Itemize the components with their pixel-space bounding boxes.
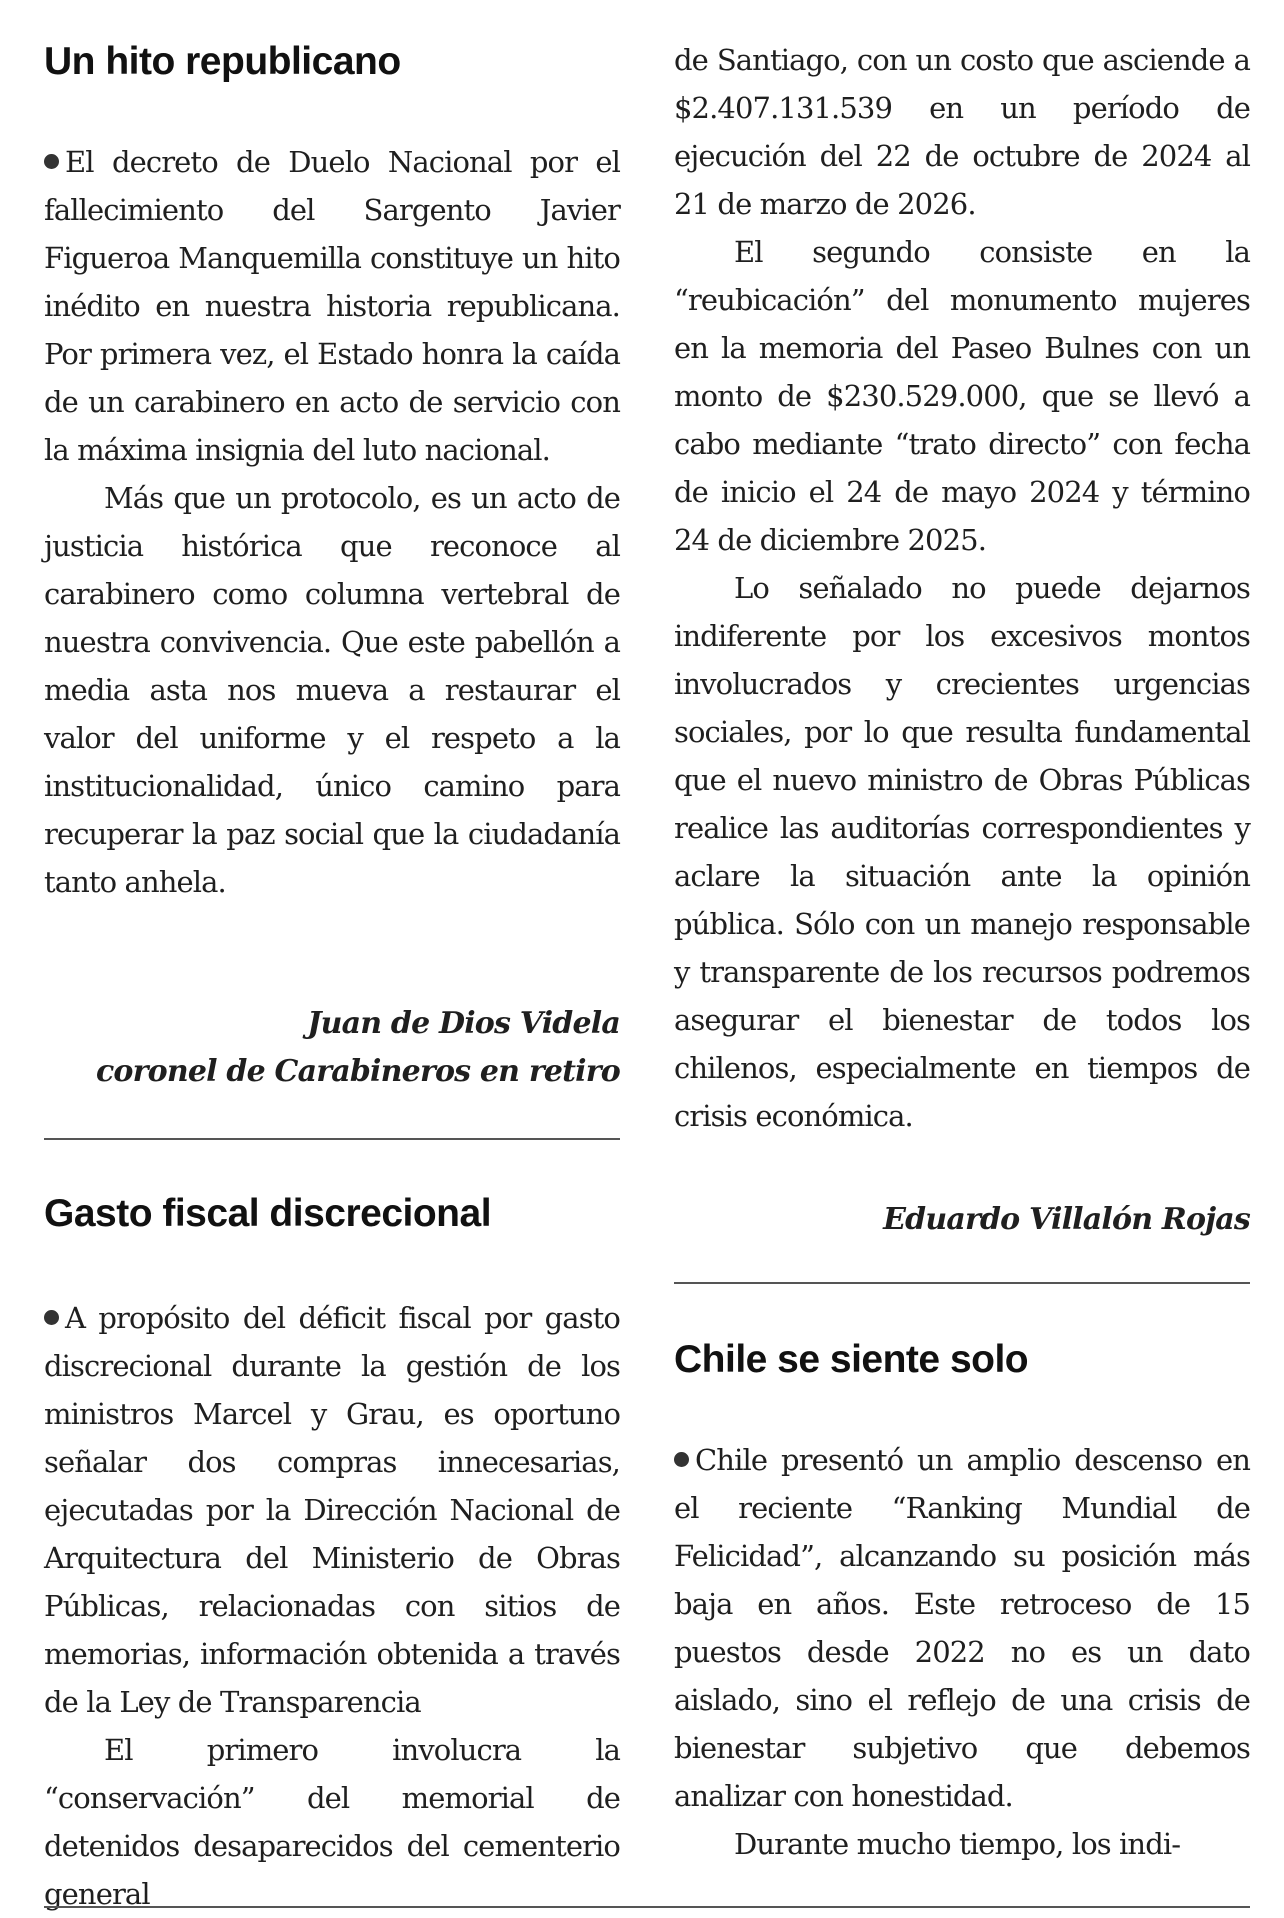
letter-paragraph: Durante mucho tiempo, los indi- — [734, 1827, 1181, 1861]
letter-paragraph: de Santiago, con un costo que asciende a $2.407.131.539 en un período de ejecución del 22 de octubre de 2024 al 21 de marzo de 2026. — [674, 43, 1250, 221]
divider — [44, 1138, 620, 1140]
bullet-icon — [44, 1310, 59, 1325]
bottom-divider — [44, 1906, 1250, 1908]
letter-chile — [674, 1336, 1250, 1384]
letter-hito-signature — [44, 1000, 620, 1096]
letter-title: Chile se siente solo — [674, 1338, 1029, 1381]
letter-paragraph: El segundo consiste en la “reubicación” del monumento mujeres en la memoria del Paseo Bulnes con un monto de $230.529.000, que se llevó a cabo mediante “trato directo” con fecha de inicio el 24 de mayo 2024 y término 24 de diciembre 2025. — [674, 235, 1250, 557]
letter-paragraph: El decreto de Duelo Nacional por el fallecimiento del Sargento Javier Figueroa Manquemilla constituye un hito inédito en nuestra historia republicana. Por primera vez, el Estado honra la caída de un carabinero en acto de servicio con la máxima insignia del luto nacional. — [44, 145, 620, 467]
author-role: coronel de Carabineros en retiro — [95, 1054, 620, 1089]
letter-paragraph: Más que un protocolo, es un acto de justicia histórica que reconoce al carabinero como columna vertebral de nuestra convivencia. Que este pabellón a media asta nos mueva a restaurar el valor del uniforme y el respeto a la institucionalidad, único camino para recuperar la paz social que la ciudadanía tanto anhela. — [44, 481, 620, 899]
letter-paragraph: Chile presentó un amplio descenso en el reciente “Ranking Mundial de Felicidad”, alcanzando su posición más baja en años. Este retroceso de 15 puestos desde 2022 no es un dato aislado, sino el reflejo de una crisis de bienestar subjetivo que debemos analizar con honestidad. — [674, 1443, 1250, 1813]
letter-chile-body — [674, 1436, 1250, 1868]
letter-gasto-continued — [674, 36, 1250, 1140]
letter-gasto-body — [44, 1294, 620, 1918]
letter-title: Un hito republicano — [44, 40, 401, 83]
letter-gasto-signature — [674, 1196, 1250, 1244]
author-name: Juan de Dios Videla — [307, 1006, 620, 1041]
author-name: Eduardo Villalón Rojas — [883, 1202, 1250, 1237]
bullet-icon — [44, 154, 59, 169]
letter-gasto — [44, 1190, 620, 1238]
divider — [674, 1282, 1250, 1284]
letter-paragraph: El primero involucra la “conservación” del memorial de detenidos desaparecidos del cementerio general — [44, 1733, 620, 1911]
letter-hito-body — [44, 138, 620, 906]
letter-paragraph: Lo señalado no puede dejarnos indiferente por los excesivos montos involucrados y crecientes urgencias sociales, por lo que resulta fundamental que el nuevo ministro de Obras Públicas realice las auditorías correspondientes y aclare la situación ante la opinión pública. Sólo con un manejo responsable y transparente de los recursos podremos asegurar el bienestar de todos los chilenos, especialmente en tiempos de crisis económica. — [674, 571, 1250, 1133]
letter-paragraph: A propósito del déficit fiscal por gasto discrecional durante la gestión de los ministros Marcel y Grau, es oportuno señalar dos compras innecesarias, ejecutadas por la Dirección Nacional de Arquitectura del Ministerio de Obras Públicas, relacionadas con sitios de memorias, información obtenida a través de la Ley de Transparencia — [44, 1301, 620, 1719]
letter-title: Gasto fiscal discrecional — [44, 1192, 492, 1235]
letter-hito — [44, 38, 620, 86]
bullet-icon — [674, 1452, 689, 1467]
